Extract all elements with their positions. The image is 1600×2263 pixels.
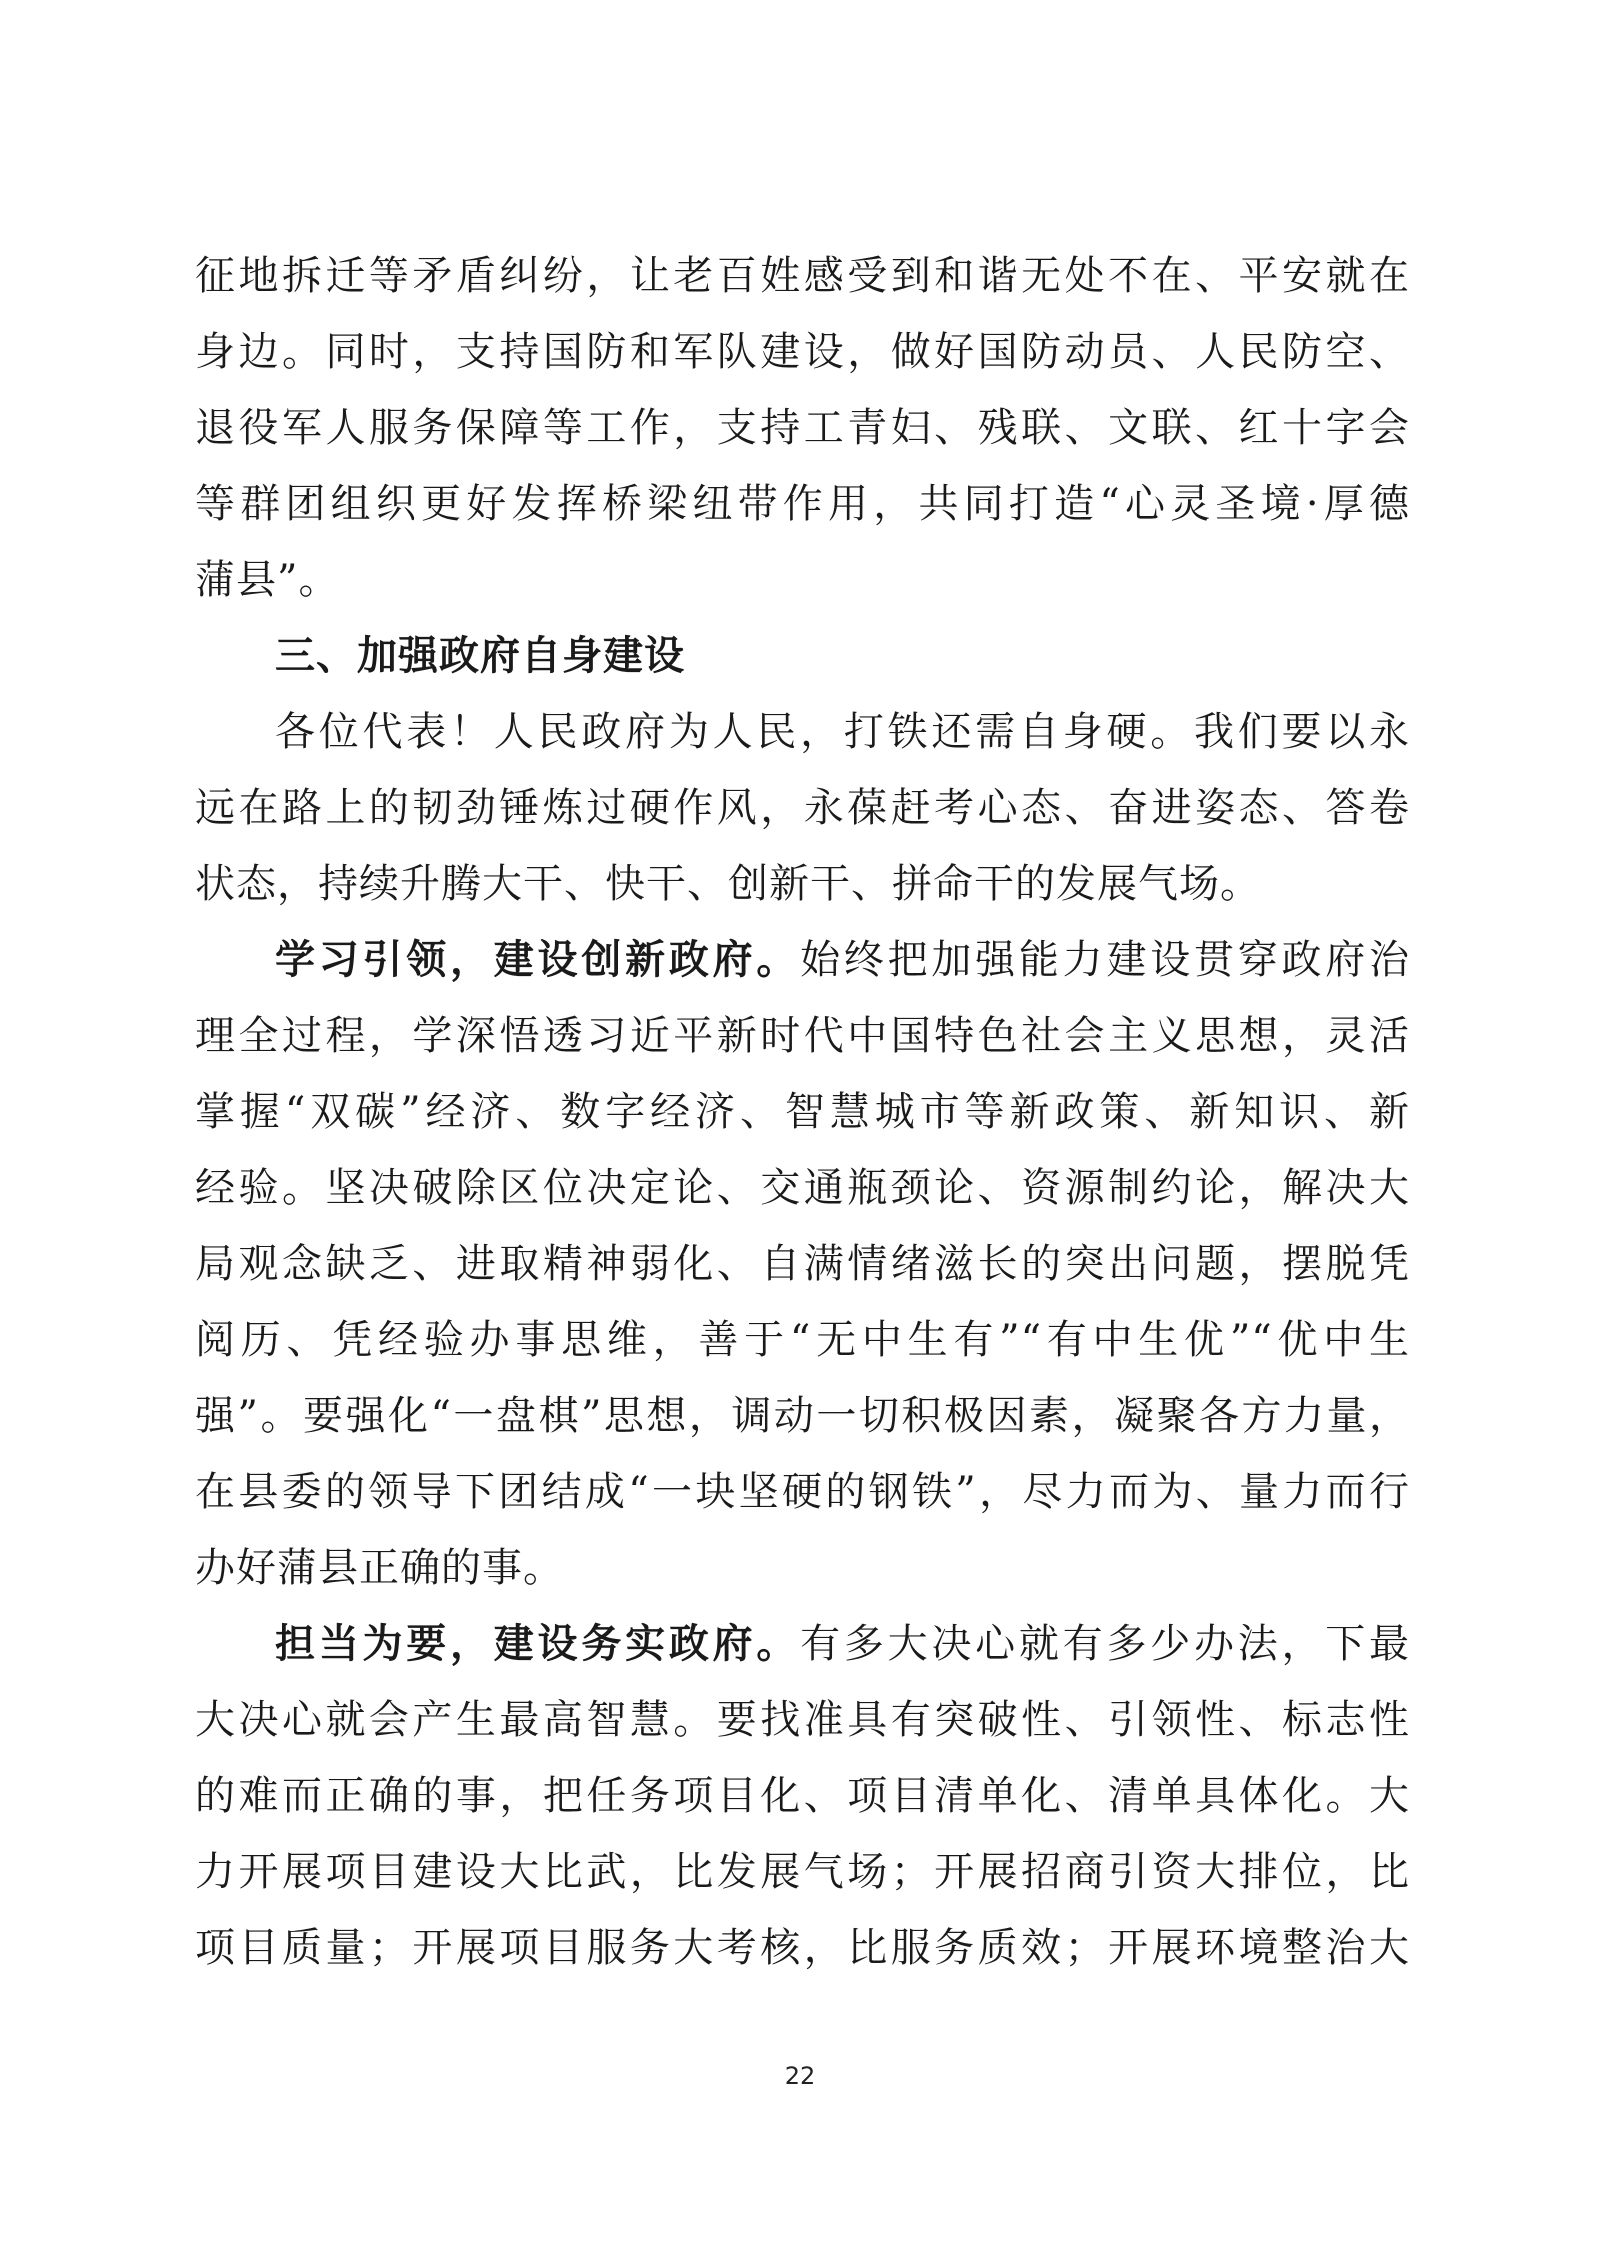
- section-heading: 三、加强政府自身建设: [275, 633, 685, 679]
- paragraph-first-line: [195, 922, 1410, 998]
- text-line: 各位代表！人民政府为人民，打铁还需自身硬。我们要以永: [275, 709, 1410, 755]
- text-line: 阅历、凭经验办事思维，善于“无中生有”“有中生优”“优中生: [195, 1317, 1410, 1363]
- text-line: 征地拆迁等矛盾纠纷，让老百姓感受到和谐无处不在、平安就在: [195, 253, 1410, 299]
- paragraph-text: 始终把加强能力建设贯穿政府治: [800, 937, 1411, 983]
- text-line: 退役军人服务保障等工作，支持工青妇、残联、文联、红十字会: [195, 405, 1410, 451]
- text-line: 等群团组织更好发挥桥梁纽带作用，共同打造“心灵圣境·厚德: [195, 481, 1410, 527]
- text-line: 局观念缺乏、进取精神弱化、自满情绪滋长的突出问题，摆脱凭: [195, 1241, 1410, 1287]
- text-line: 远在路上的韧劲锤炼过硬作风，永葆赶考心态、奋进姿态、答卷: [195, 785, 1410, 831]
- text-line: 经验。坚决破除区位决定论、交通瓶颈论、资源制约论，解决大: [195, 1165, 1410, 1211]
- text-line: 蒲县”。: [195, 557, 340, 603]
- text-line: 状态，持续升腾大干、快干、创新干、拼命干的发展气场。: [195, 861, 1261, 907]
- text-line: 掌握“双碳”经济、数字经济、智慧城市等新政策、新知识、新: [195, 1089, 1410, 1135]
- text-line: 身边。同时，支持国防和军队建设，做好国防动员、人民防空、: [195, 329, 1410, 375]
- text-line: 的难而正确的事，把任务项目化、项目清单化、清单具体化。大: [195, 1773, 1410, 1819]
- page-number: 22: [784, 2062, 816, 2090]
- text-line: 项目质量；开展项目服务大考核，比服务质效；开展环境整治大: [195, 1925, 1410, 1971]
- text-line: 在县委的领导下团结成“一块坚硬的钢铁”，尽力而为、量力而行: [195, 1469, 1410, 1515]
- text-line: 大决心就会产生最高智慧。要找准具有突破性、引领性、标志性: [195, 1697, 1410, 1743]
- document-body: [195, 238, 1410, 1986]
- text-line: 办好蒲县正确的事。: [195, 1545, 564, 1591]
- text-line: 力开展项目建设大比武，比发展气场；开展招商引资大排位，比: [195, 1849, 1410, 1895]
- paragraph-lead: 学习引领，建设创新政府。: [275, 936, 801, 983]
- paragraph-first-line: [195, 1606, 1410, 1682]
- paragraph-lead: 担当为要，建设务实政府。: [275, 1620, 801, 1667]
- text-line: 理全过程，学深悟透习近平新时代中国特色社会主义思想，灵活: [195, 1013, 1410, 1059]
- text-line: 强”。要强化“一盘棋”思想，调动一切积极因素，凝聚各方力量，: [195, 1393, 1410, 1439]
- paragraph-text: 有多大决心就有多少办法，下最: [800, 1621, 1411, 1667]
